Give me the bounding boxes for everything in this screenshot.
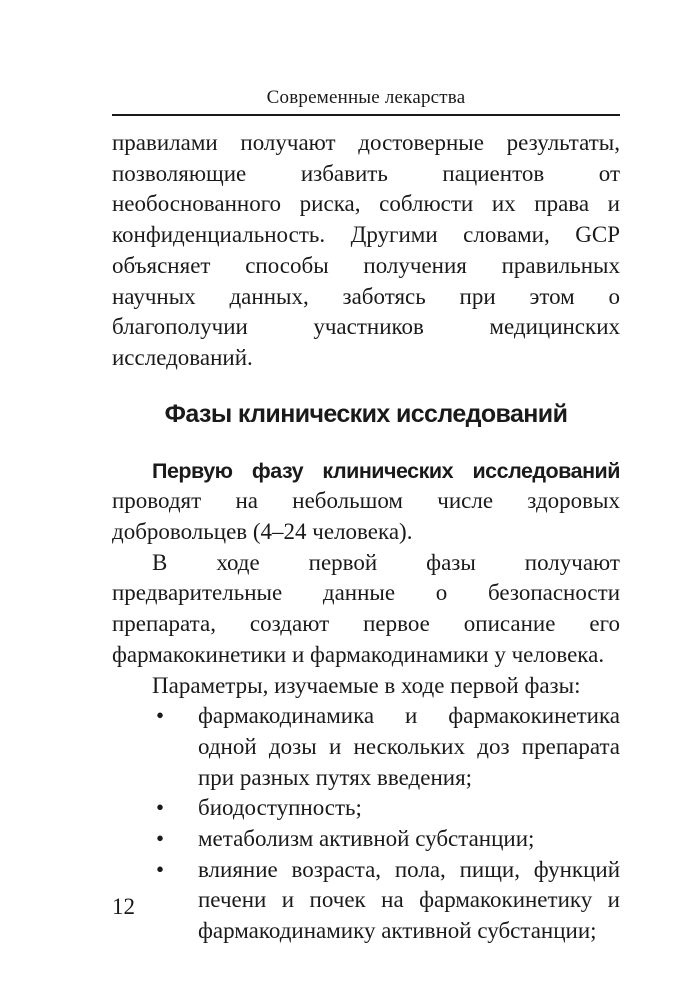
first-phase-intro-text: проводят на небольшом числе здоровых добровольцев (4–24 человека). (112, 488, 620, 545)
bullet-dot: • (156, 856, 165, 882)
paragraph-first-phase-data: В ходе первой фазы получают предварительные данные о безопасности препарата, создают первое описание его фармакокинетики и фармакодинамики у человека. (112, 549, 620, 667)
page-number: 12 (112, 894, 135, 919)
header-rule-divider (112, 114, 620, 116)
list-item (112, 855, 620, 947)
paragraph-first-phase-intro (112, 456, 620, 548)
list-item-text: фармакодинамика и фармакокинетика одной дозы и нескольких доз препарата при разных путях введения; (198, 703, 620, 790)
bullet-dot: • (156, 826, 165, 852)
list-item (112, 701, 620, 793)
list-item-text: метаболизм активной субстанции; (198, 826, 535, 852)
section-heading: Фазы клинических исследований (164, 399, 568, 428)
paragraph-gcp-continuation: правилами получают достоверные результаты, позволяющие избавить пациентов от необоснованного риска, соблюсти их права и конфиденциальность. Другими словами, GCP объясняет способы получения правильных научных данных, заботясь при этом о благополучии участников медицинских исследований. (112, 130, 620, 370)
bullet-dot: • (156, 795, 165, 821)
page-body (112, 128, 620, 947)
first-phase-bold-lead: Первую фазу клинических исследований (152, 458, 620, 483)
list-item-text: биодоступность; (198, 795, 362, 821)
bullet-dot: • (156, 703, 165, 729)
running-head-title: Современные лекарства (266, 87, 466, 108)
paragraph-parameters-lead: Параметры, изучаемые в ходе первой фазы: (152, 672, 581, 698)
list-item (112, 824, 620, 855)
list-item-text: влияние возраста, пола, пищи, функций печени и почек на фармакокинетику и фармакодинамику активной субстанции; (198, 856, 620, 944)
parameters-list (112, 701, 620, 947)
list-item (112, 793, 620, 824)
